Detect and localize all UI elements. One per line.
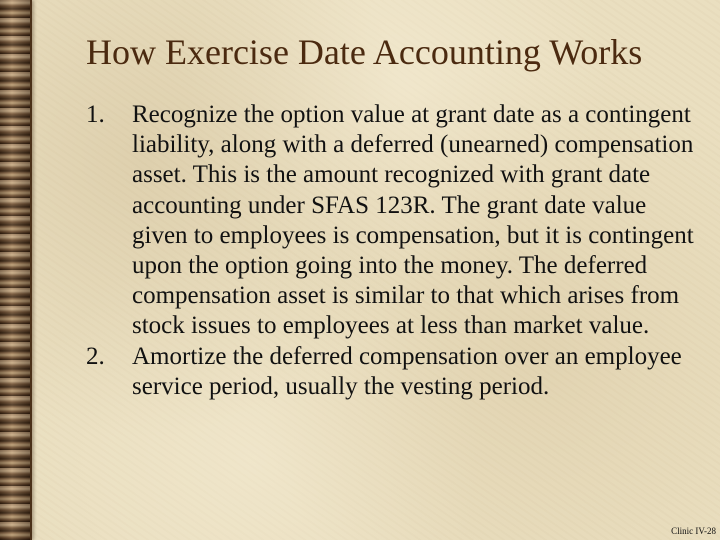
list-item-text: Amortize the deferred compensation over an employee service period, usually the vesting period. <box>132 342 682 400</box>
list-item-number: 1. <box>86 101 105 128</box>
slide-footer-label: Clinic IV-28 <box>671 526 716 536</box>
list-item <box>86 342 701 402</box>
list-item-number: 2. <box>86 342 105 370</box>
slide-title: How Exercise Date Accounting Works <box>86 32 643 72</box>
numbered-list <box>86 100 701 402</box>
list-item <box>86 100 701 342</box>
decorative-binding-strip <box>0 0 32 540</box>
list-item-text: Recognize the option value at grant date as a contingent liability, along with a deferred (unearned) compensation asset. This is the amount recognized with grant date accounting under SFAS 123R. The grant date value given to employees is compensation, but it is contingent upon the option going into the money. The deferred compensation asset is similar to that which arises from stock issues to employees at less than market value. <box>132 101 694 340</box>
